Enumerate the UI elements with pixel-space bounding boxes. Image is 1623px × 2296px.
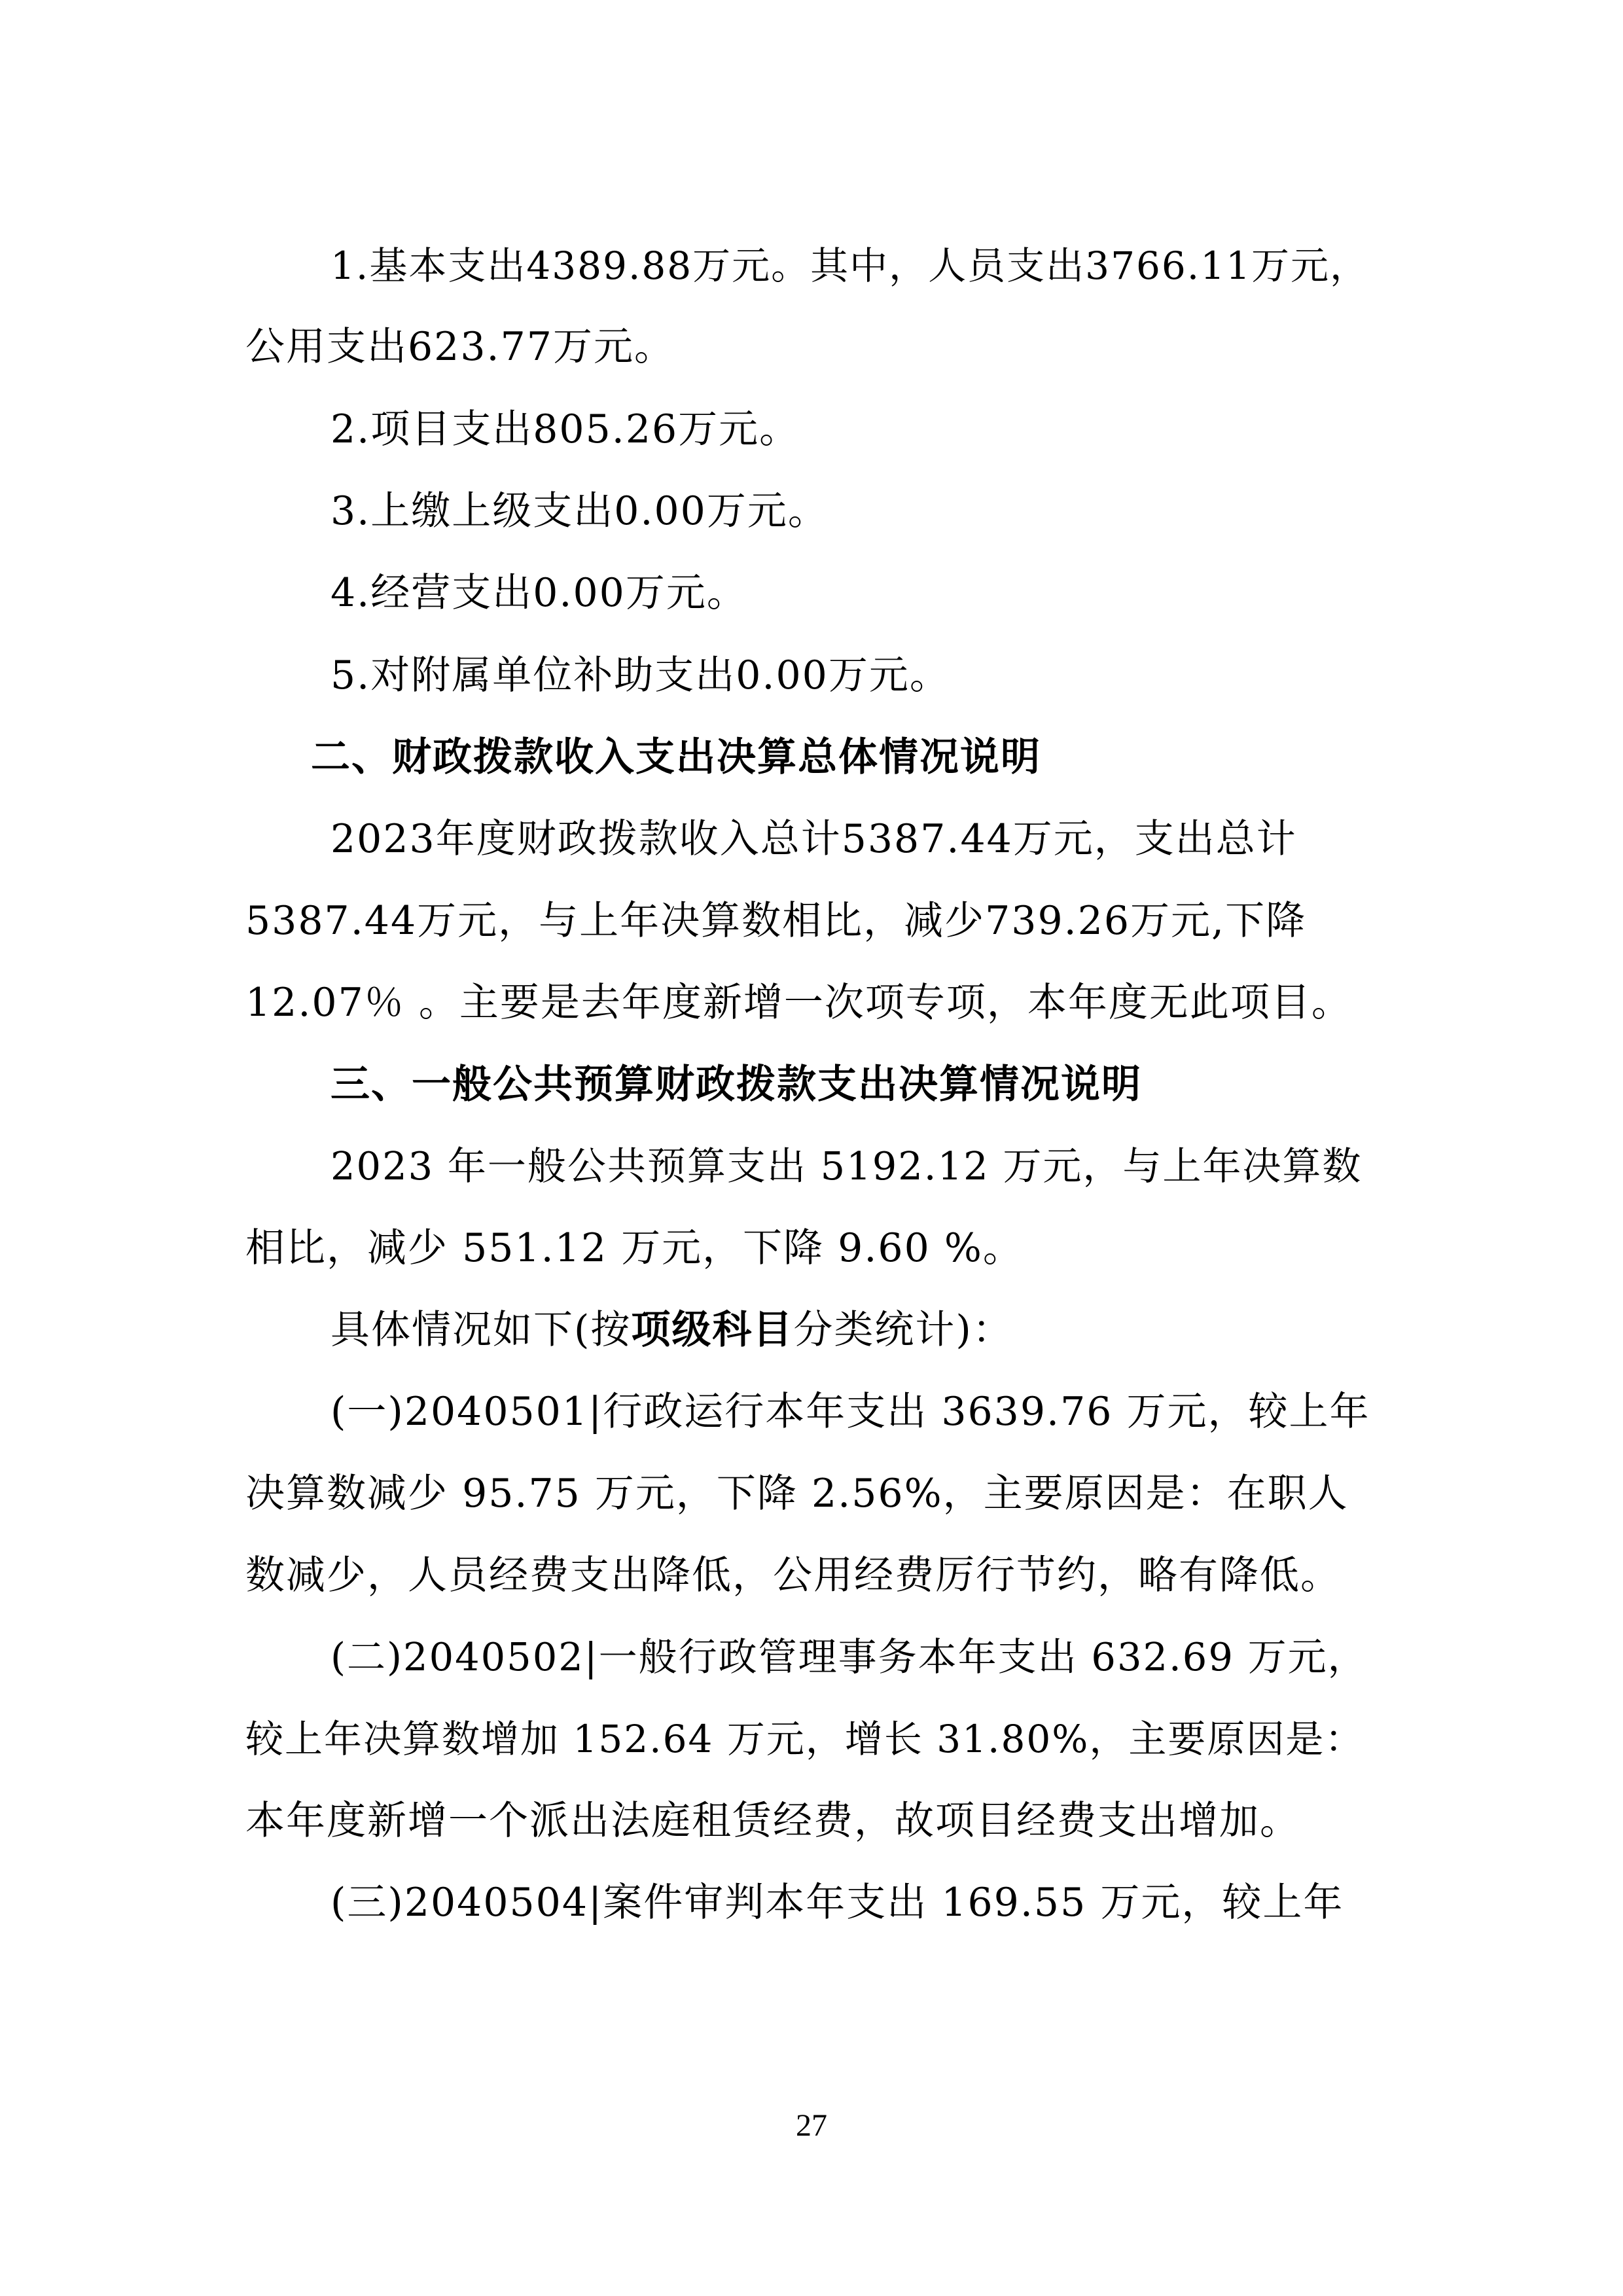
fiscal-summary-line-2: 5387.44万元，与上年决算数相比，减少739.26万元,下降 bbox=[245, 898, 1307, 944]
detail-intro-line bbox=[330, 1304, 1378, 1356]
section-heading-3: 三、一般公共预算财政拨款支出决算情况说明 bbox=[330, 1062, 1142, 1107]
item-2040502-line-2: 较上年决算数增加 152.64 万元，增长 31.80%，主要原因是： bbox=[245, 1717, 1364, 1761]
general-budget-line-2: 相比，减少 551.12 万元，下降 9.60 %。 bbox=[245, 1225, 1024, 1271]
page-number: 27 bbox=[796, 2108, 827, 2143]
upper-level-payment-line: 3.上缴上级支出0.00万元。 bbox=[330, 488, 829, 534]
detail-intro-after: 分类统计)： bbox=[793, 1307, 1013, 1353]
item-2040502-line-3: 本年度新增一个派出法庭租赁经费，故项目经费支出增加。 bbox=[245, 1798, 1300, 1844]
subsidiary-subsidy-line: 5.对附属单位补助支出0.00万元。 bbox=[330, 653, 950, 698]
item-2040502-line-1: (二)2040502|一般行政管理事务本年支出 632.69 万元， bbox=[330, 1634, 1368, 1679]
detail-intro-before: 具体情况如下(按 bbox=[330, 1307, 632, 1353]
general-budget-line-1: 2023 年一般公共预算支出 5192.12 万元，与上年决算数 bbox=[330, 1143, 1363, 1189]
detail-intro-bold: 项级科目 bbox=[631, 1307, 794, 1353]
basic-expenditure-line-1: 1.基本支出4389.88万元。其中，人员支出3766.11万元， bbox=[330, 243, 1370, 288]
fiscal-summary-line-1: 2023年度财政拨款收入总计5387.44万元，支出总计 bbox=[330, 816, 1297, 862]
item-2040504-line-1: (三)2040504|案件审判本年支出 169.55 万元，较上年 bbox=[330, 1880, 1344, 1926]
item-2040501-line-2: 决算数减少 95.75 万元，下降 2.56%，主要原因是：在职人 bbox=[245, 1471, 1349, 1516]
operating-expenditure-line: 4.经营支出0.00万元。 bbox=[330, 570, 747, 616]
project-expenditure-line: 2.项目支出805.26万元。 bbox=[330, 406, 800, 452]
item-2040501-line-3: 数减少，人员经费支出降低，公用经费厉行节约，略有降低。 bbox=[245, 1552, 1341, 1598]
basic-expenditure-line-2: 公用支出623.77万元。 bbox=[245, 324, 675, 370]
item-2040501-line-1: (一)2040501|行政运行本年支出 3639.76 万元，较上年 bbox=[330, 1389, 1370, 1435]
section-heading-2: 二、财政拨款收入支出决算总体情况说明 bbox=[311, 734, 1041, 780]
fiscal-summary-line-3: 12.07％ 。主要是去年度新增一次项专项，本年度无此项目。 bbox=[245, 980, 1352, 1026]
